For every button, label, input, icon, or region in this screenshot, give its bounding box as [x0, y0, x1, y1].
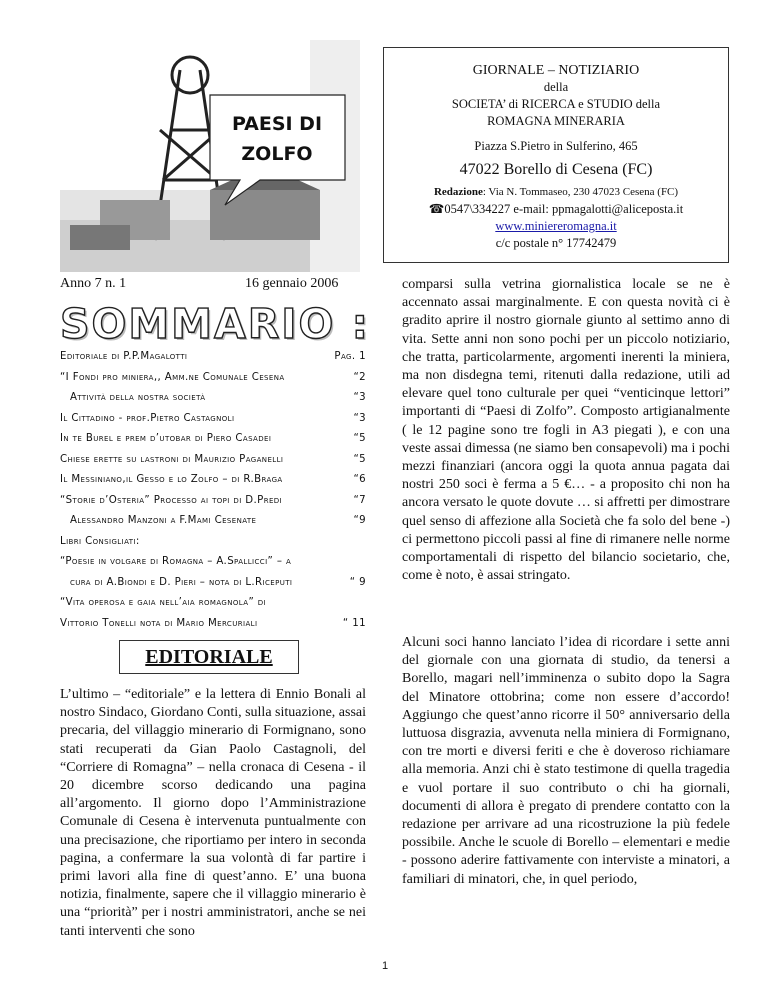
toc-item: cura di A.Biondi e D. Pieri – nota di L.Riceputi — [70, 576, 293, 588]
editorial-text-left: L’ultimo – “editoriale” e la lettera di Ennio Bonali al nostro Sindaco, Giordano Conti, sulla situazione, assai precaria, del villaggio minerario di Formignano, sono stati recuperati da Gian Paolo Castagnoli, del “Corriere di Romagna” – nella cronaca di Cesena - il 20 dicembre scorso dedicando una pagina all’argomento. Il giorno dopo l’Amministrazione Comunale di Cesena è intervenuta puntualmente con una precisazione, che riportiamo per intero in seconda pagina, a confermare la sua volontà di far partire i primi lavori alla fine di quest’anno. E’ una buona notizia, finalmente, sapere che il villaggio minerario è una “priorità” per i nostri amministratori, anche se nei tanti interventi che sono — [60, 687, 367, 939]
toc-item: Attività della nostra società — [70, 392, 206, 403]
toc-item: Editoriale di P.P.Magalotti — [60, 351, 188, 362]
toc-item: “Poesie in volgare di Romagna – A.Spallicci” – a — [60, 556, 292, 567]
toc-page: “6 — [353, 474, 366, 485]
info-phone-email: ☎0547\334227 e-mail: ppmagalotti@aliceposta.it — [428, 202, 684, 216]
toc-row[interactable] — [60, 552, 366, 573]
toc-item: “I Fondi pro miniera,, Amm.ne Comunale Cesena — [60, 371, 285, 383]
sommario-title: SOMMARIO : — [60, 300, 371, 348]
toc-item: Il Cittadino - prof.Pietro Castagnoli — [60, 412, 235, 424]
toc-item: Alessandro Manzoni a F.Mami Cesenate — [70, 515, 257, 526]
issue-info — [60, 276, 339, 292]
toc-page: “ 11 — [342, 617, 366, 629]
editoriale-heading-box — [119, 640, 299, 674]
page-number: 1 — [382, 960, 389, 972]
toc-row[interactable] — [60, 409, 366, 430]
toc-page: “2 — [353, 371, 366, 383]
table-of-contents — [60, 347, 366, 634]
logo-text-line1: PAESI DI — [231, 113, 323, 135]
toc-row — [60, 532, 366, 553]
info-della: della — [543, 80, 569, 94]
issue-date: 16 gennaio 2006 — [245, 276, 339, 291]
toc-row[interactable] — [60, 450, 366, 471]
info-redazione — [384, 184, 728, 201]
toc-row[interactable] — [60, 347, 366, 368]
toc-page: “ 9 — [349, 576, 366, 588]
toc-row[interactable] — [60, 388, 366, 409]
toc-row[interactable] — [60, 470, 366, 491]
issue-number: Anno 7 n. 1 — [60, 276, 127, 291]
redazione-address: : Via N. Tommaseo, 230 47023 Cesena (FC) — [482, 186, 679, 198]
toc-row[interactable] — [60, 368, 366, 389]
info-society: SOCIETA’ di RICERCA e STUDIO della — [451, 97, 661, 111]
logo-text-line2: ZOLFO — [241, 143, 313, 165]
toc-page: “3 — [353, 392, 366, 403]
info-city: 47022 Borello di Cesena (FC) — [459, 161, 653, 178]
website-link[interactable]: www.miniereromagna.it — [495, 219, 617, 233]
toc-item: Il Messiniano,il Gesso e lo Zolfo – di R.Braga — [60, 474, 283, 485]
masthead-illustration — [60, 40, 360, 272]
toc-page: “3 — [353, 412, 366, 424]
toc-page: “5 — [353, 433, 366, 444]
toc-page: “5 — [353, 453, 366, 465]
toc-row[interactable] — [60, 573, 366, 594]
toc-row[interactable] — [60, 511, 366, 532]
toc-item: Chiese erette su lastroni di Maurizio Paganelli — [60, 453, 284, 465]
redazione-label: Redazione — [433, 186, 483, 198]
toc-page: “7 — [353, 494, 366, 506]
newspaper-label: GIORNALE – NOTIZIARIO — [472, 63, 640, 78]
toc-page: Pag. 1 — [334, 351, 366, 362]
toc-item: “Vita operosa e gaia nell’aia romagnola” di — [60, 597, 267, 608]
toc-page: “9 — [353, 515, 366, 526]
toc-row[interactable] — [60, 614, 366, 635]
info-address: Piazza S.Pietro in Sulferino, 465 — [474, 139, 638, 153]
editorial-text-right-2: Alcuni soci hanno lanciato l’idea di ricordare i sette anni del giornale con una giornata di studio, da tenersi a Borello, magari nell’imminenza o subito dopo la Sagra del Minatore ottobrina; come non essere d’accordo! Aggiungo che quest’anno ricorre il 50° anniversario della luttuosa disgrazia, avvenuta nella miniera di Formignano, con tre morti e diversi feriti e che è doveroso richiamare alla memoria. Anzi chi è stato testimone di quella tragedia e vuol portare il suo contributo o chi ha giornali, documenti di allora è pregato di prendere contatto con la redazione per arrivare ad una ricostruzione la più fedele possibile. Anche le scuole di Borello – elementari e medie - possono aderire fattivamente con interviste a minatori, a familiari di minatori, che, in quel periodo, — [402, 635, 730, 887]
toc-row[interactable] — [60, 429, 366, 450]
toc-row[interactable] — [60, 593, 366, 614]
info-society-2: ROMAGNA MINERARIA — [487, 114, 625, 128]
toc-item: Vittorio Tonelli nota di Mario Mercuriali — [60, 617, 258, 629]
toc-item: Libri Consigliati: — [60, 535, 140, 547]
toc-row[interactable] — [60, 491, 366, 512]
info-postal: c/c postale n° 17742479 — [495, 236, 617, 250]
editoriale-heading: EDITORIALE — [145, 646, 273, 668]
toc-item: In te Burel e prem d’utobar di Piero Casadei — [60, 433, 272, 444]
toc-item: “Storie d’Osteria” Processo ai topi di D.Predi — [60, 494, 283, 506]
editorial-text-right: comparsi sulla vetrina giornalistica locale se ne è accennato assai marginalmente. E con questa novità ci è gradito aprire il nostro giornale giunto al settimo anno di vita. Sette anni non sono pochi per un piccolo notiziario, che tratta, particolarmente, argomenti inerenti la miniera, ma non disdegna temi, ritenuti dalla redazione, utili ad elevare quel tono culturale per quei “venticinque lettori” importanti di “Paesi di Zolfo”. Composto artigianalmente ( le 12 pagine sono tre fogli in A3 piegati ), e con una veste assai dimessa (ne siamo ben consapevoli) ma i pochi mezzi finanziari (ancora oggi la quota annua pagata dai nostri 250 soci è ferma a 5 €… - a proposito chi non ha ancora versato le quote dovute … si affretti per dimostrare quel senso di affezione alla Società che fa solo del bene -) ci permettono piccoli passi al fine di rimanere nelle norme comportamentali di rispetto del bilancio societario, che, come è noto, è assai stringato. — [402, 277, 730, 584]
society-info-box — [383, 47, 729, 263]
mine-headframe-photo — [60, 40, 360, 272]
